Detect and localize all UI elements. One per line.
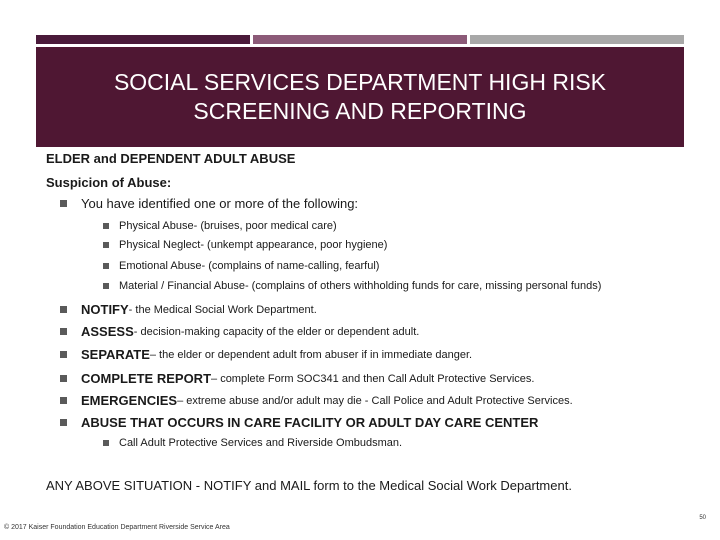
square-bullet-icon bbox=[103, 440, 109, 446]
list-item-lead bbox=[60, 196, 358, 211]
square-bullet-icon bbox=[103, 223, 109, 229]
action-text: – extreme abuse and/or adult may die - Call Police and Adult Protective Services. bbox=[177, 394, 573, 407]
top-accent-bar-1 bbox=[36, 35, 250, 44]
action-item-care-facility bbox=[60, 415, 538, 430]
square-bullet-icon bbox=[60, 351, 67, 358]
action-item-complete-report bbox=[60, 371, 534, 386]
sub-item-text: Call Adult Protective Services and Riverside Ombudsman. bbox=[119, 437, 403, 449]
action-item-separate bbox=[60, 347, 472, 362]
action-text: - decision-making capacity of the elder or dependent adult. bbox=[133, 325, 420, 338]
action-keyword: SEPARATE bbox=[81, 347, 150, 362]
footer-copyright: © 2017 Kaiser Foundation Education Department Riverside Service Area bbox=[4, 524, 230, 531]
action-text: – complete Form SOC341 and then Call Adult Protective Services. bbox=[211, 372, 535, 385]
square-bullet-icon bbox=[60, 328, 67, 335]
closing-statement: ANY ABOVE SITUATION - NOTIFY and MAIL form to the Medical Social Work Department. bbox=[46, 478, 572, 493]
sub-list-item bbox=[103, 260, 379, 272]
action-text: – the elder or dependent adult from abuser if in immediate danger. bbox=[149, 348, 473, 361]
square-bullet-icon bbox=[103, 283, 109, 289]
sub-item-text: Physical Abuse- (bruises, poor medical care) bbox=[119, 220, 337, 232]
action-keyword: ASSESS bbox=[81, 324, 134, 339]
title-banner bbox=[36, 47, 684, 147]
page-number: 50 bbox=[699, 515, 706, 521]
square-bullet-icon bbox=[60, 306, 67, 313]
sub-list-item bbox=[103, 220, 337, 232]
top-accent-bar-2 bbox=[253, 35, 467, 44]
square-bullet-icon bbox=[103, 263, 109, 269]
square-bullet-icon bbox=[60, 397, 67, 404]
sub-item-text: Emotional Abuse- (complains of name-calling, fearful) bbox=[119, 260, 380, 272]
sub-list-item bbox=[103, 239, 387, 251]
action-keyword: EMERGENCIES bbox=[81, 393, 178, 408]
action-keyword: COMPLETE REPORT bbox=[81, 371, 212, 386]
sub-heading: Suspicion of Abuse: bbox=[46, 175, 172, 190]
action-item-notify bbox=[60, 302, 317, 317]
square-bullet-icon bbox=[60, 419, 67, 426]
action-item-emergencies bbox=[60, 393, 573, 408]
sub-list-item bbox=[103, 437, 402, 449]
top-accent-bar-3 bbox=[470, 35, 684, 44]
square-bullet-icon bbox=[60, 200, 67, 207]
slide-title: SOCIAL SERVICES DEPARTMENT HIGH RISK SCREENING AND REPORTING bbox=[113, 69, 607, 124]
action-keyword: ABUSE THAT OCCURS IN CARE FACILITY OR ADULT DAY CARE CENTER bbox=[81, 415, 539, 430]
sub-list-item bbox=[103, 280, 601, 292]
action-item-assess bbox=[60, 324, 419, 339]
square-bullet-icon bbox=[60, 375, 67, 382]
section-heading: ELDER and DEPENDENT ADULT ABUSE bbox=[46, 151, 296, 166]
square-bullet-icon bbox=[103, 242, 109, 248]
sub-item-text: Material / Financial Abuse- (complains of others withholding funds for care, missing personal funds) bbox=[119, 280, 602, 292]
action-keyword: NOTIFY bbox=[81, 302, 129, 317]
sub-item-text: Physical Neglect- (unkempt appearance, poor hygiene) bbox=[119, 239, 388, 251]
action-text: - the Medical Social Work Department. bbox=[128, 303, 317, 316]
lead-text: You have identified one or more of the following: bbox=[81, 196, 359, 211]
